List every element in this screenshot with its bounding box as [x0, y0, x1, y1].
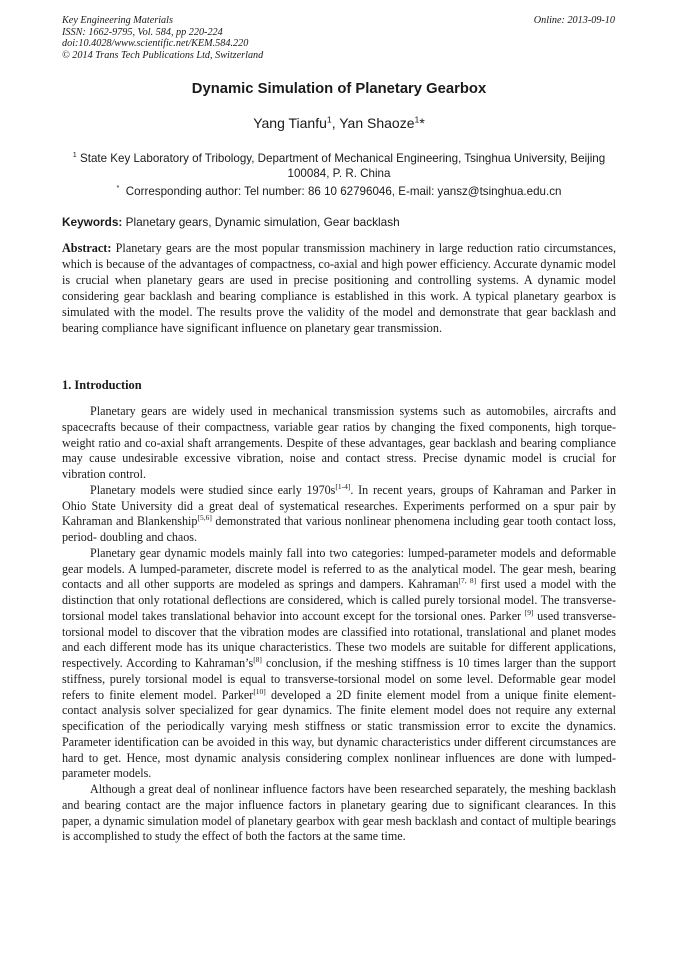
- citation: [5,6]: [197, 513, 212, 523]
- citation: [10]: [253, 686, 266, 696]
- author-separator: ,: [331, 115, 340, 131]
- doi-line: doi:10.4028/www.scientific.net/KEM.584.220: [62, 38, 249, 50]
- journal-name: Key Engineering Materials: [62, 15, 173, 26]
- paper-title: Dynamic Simulation of Planetary Gearbox: [191, 81, 487, 97]
- copyright-line: © 2014 Trans Tech Publications Ltd, Switzerland: [62, 49, 264, 61]
- journal-meta: [62, 15, 263, 61]
- corresponding-mark: *: [116, 183, 120, 193]
- paragraph-text: used transverse-torsional model to discover that the vibration modes are classified into rotational, translational and planet modes and each different mode has its unique characteristics. These two models are suitable for different applications, respectively. According to Kahraman’s: [62, 608, 616, 670]
- affiliation: [62, 151, 616, 181]
- affiliation-mark: 1: [326, 114, 332, 125]
- author-name: Yan Shaoze: [339, 115, 415, 131]
- online-date: Online: 2013-09-10: [533, 15, 615, 26]
- section-body: [62, 404, 616, 845]
- affiliation-text: State Key Laboratory of Tribology, Department of Mechanical Engineering, Tsinghua University, Beijing 100084, P. R. China: [76, 152, 606, 180]
- keywords-text: Planetary gears, Dynamic simulation, Gear backlash: [122, 215, 400, 229]
- corresponding-mark: *: [419, 115, 425, 131]
- abstract: [62, 241, 616, 336]
- paragraph-text: first used a model with the distinction that only rotational deflections are considered, which is called purely torsional model. The transverse-torsional model takes translational behavior into account except for the torsional ones. Parker: [62, 577, 617, 623]
- paragraph-text: developed a 2D finite element model from a unique finite element-contact analysis solver specialized for gear dynamics. The finite element model does not require any external specification of the periodically varying mesh stiffness or static transmission error to excite the dynamics. Parameter identification can be avoided in this way, but dynamic characteristics under different circumstances are hard to get. Hence, most dynamic analysis considering complex nonlinear influences are done with lumped-parameter models.: [62, 687, 616, 781]
- paragraph: Although a great deal of nonlinear influence factors have been researched separately, the meshing backlash and bearing contact are the major influence factors in planetary gearing due to significant clearances. In this paper, a dynamic simulation model of planetary gearbox with gear mesh backlash and contact of multiple bearings is accomplished to study the effect of both the factors at the same time.: [62, 782, 616, 844]
- citation: [9]: [524, 607, 534, 617]
- abstract-label: Abstract:: [62, 241, 112, 255]
- paragraph-text: . In recent years, groups of Kahraman and Parker in Ohio State University did a great deal of systematical researches. Experiments performed on a spur pair by Kahraman and Blankenship: [62, 482, 616, 529]
- paragraph: [62, 546, 616, 782]
- citation: [7, 8]: [458, 576, 477, 586]
- issn-line: ISSN: 1662-9795, Vol. 584, pp 220-224: [62, 26, 223, 38]
- paragraph-text: conclusion, if the meshing stiffness is 10 times larger than the support stiffness, purely torsional model is equal to transverse-torsional model on some level. Deformable gear model refers to finite element model. Parker: [62, 656, 617, 702]
- paragraph: Planetary gears are widely used in mechanical transmission systems such as automobiles, aircrafts and spacecrafts because of their compactness, variable gear ratios by changing the fixed components, high torque-weight ratio and co-axial shaft arrangements. Despite of these advantages, gear backlash and bearing compliance may cause undesirable excessive vibration, noise and contact stress. Precise dynamic model is crucial for vibration control.: [62, 404, 616, 481]
- paragraph-text: Planetary models were studied since early 1970s: [90, 482, 336, 497]
- paragraph-text: demonstrated that various nonlinear phenomena including gear tooth contact loss, period- doubling and chaos.: [62, 514, 616, 544]
- keywords: [62, 215, 400, 229]
- keywords-label: Keywords:: [62, 215, 123, 229]
- paragraph: [62, 483, 616, 546]
- paragraph-text: Planetary gear dynamic models mainly fall into two categories: lumped-parameter models and deformable gear models. A lumped-parameter, discrete model is referred to as the analytical model. The gear mesh, bearing contacts and all other supports are modeled as springs and dampers. Kahraman: [62, 545, 616, 592]
- corresponding-text: Corresponding author: Tel number: 86 10 62796046, E-mail: yansz@tsinghua.edu.cn: [125, 185, 562, 198]
- affiliation-mark: 1: [414, 114, 420, 125]
- citation: [8]: [253, 654, 262, 664]
- author-name: Yang Tianfu: [253, 115, 327, 131]
- citation: [1-4]: [335, 481, 351, 491]
- abstract-text: Planetary gears are the most popular transmission machinery in large reduction ratio circumstances, which is because of the advantages of compactness, co-axial and high power efficiency. Accurate dynamic model is crucial when planetary gears are used in precise positioning and controlling systems. A dynamic model considering gear backlash and bearing compliance is established in this work. A typical planetary gearbox is simulated with the model. The results prove the validity of the model and demonstrate that gear backlash and bearing compliance have significant influence on planetary gear transmission.: [62, 241, 616, 335]
- affiliation-mark: 1: [72, 150, 77, 160]
- section-heading: 1. Introduction: [62, 378, 142, 392]
- author-list: [0, 115, 678, 131]
- corresponding-author: [62, 185, 616, 198]
